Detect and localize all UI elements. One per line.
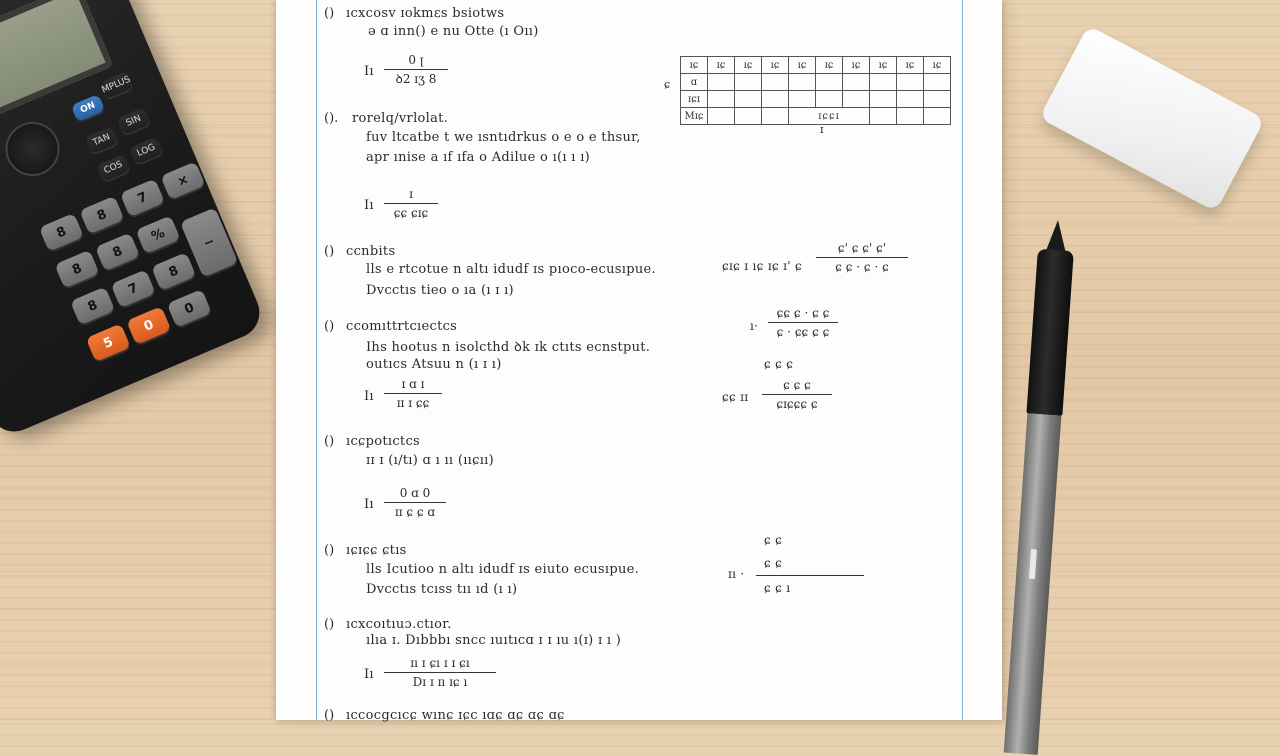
- calculator-key: 0: [167, 289, 212, 328]
- fraction-bar: [768, 322, 838, 323]
- calculator-key-orange: 0: [126, 306, 171, 345]
- fraction-denominator: ɕ ɕ · ɕ · ɕ: [835, 260, 889, 275]
- fraction-bar: [384, 69, 448, 70]
- fraction-denominator: ɪɪ ɕ ɕ ɑ: [394, 505, 436, 520]
- fraction-prefix: Iı: [364, 497, 374, 512]
- fraction-denominator: ɕɪɕɕɕ ɕ: [776, 397, 818, 412]
- fraction-numerator: 0 ɑ 0: [399, 486, 431, 500]
- table-cell: ıɕ: [924, 57, 951, 74]
- margin-line-left: [316, 0, 317, 720]
- question-line: ə ɑ inn() e nu Otte (ı Oıı): [368, 24, 539, 39]
- table-cell: ɪɕ: [816, 57, 843, 74]
- table-cell: ɑ: [681, 74, 708, 91]
- fraction-bar: [384, 502, 446, 503]
- fraction-bar: [384, 203, 438, 204]
- table-cell: [735, 74, 762, 91]
- expression-fraction: [762, 377, 832, 412]
- question-title: ıcɕpotıctcs: [346, 434, 421, 449]
- calculator-key: −: [180, 207, 238, 277]
- fraction: [384, 376, 442, 411]
- table-cell: [843, 91, 870, 108]
- question-line: Ihs hootus n isolcthd ꝺk ɪk ctıts ecnstput.: [366, 340, 651, 355]
- fraction-denominator: ɕɕ ɕɪɕ: [393, 206, 429, 221]
- table-cell: [897, 108, 924, 125]
- question-line: ɪɪ ɪ (ı/tı) ɑ ı ıı (ııɕıı): [366, 453, 494, 468]
- fraction-numerator: ɪ: [409, 187, 413, 201]
- table-cell: [870, 74, 897, 91]
- calculator-key: 8: [79, 196, 124, 235]
- table-cell: [924, 91, 951, 108]
- expression-lhs: ɪı ·: [728, 567, 745, 581]
- fraction-numerator: ɕɕ ɕ · ɕ ɕ: [776, 306, 830, 320]
- expression-fraction: [816, 240, 908, 275]
- fraction-numerator: ɪı ɪ ɕı ɪ ɪ ɕı: [410, 656, 470, 670]
- table-cell: [924, 108, 951, 125]
- fraction-denominator: ɕ · ɕɕ ɕ ɕ: [776, 325, 830, 340]
- table-cell: ıɕ: [762, 57, 789, 74]
- question-line: Dvcctıs tieo o ıa (ı ɪ ı): [366, 283, 514, 298]
- pen-tip: [1046, 219, 1068, 252]
- calculator-key: ×: [160, 161, 205, 200]
- question-title: ccomıttrtcıectcs: [346, 319, 458, 334]
- table-cell: [843, 74, 870, 91]
- table-cell: [708, 74, 735, 91]
- calculator-key: %: [135, 215, 180, 254]
- calculator-key: SIN: [116, 107, 151, 135]
- fraction: [384, 485, 446, 520]
- question-title: ıɕɪɕɕ ɕtıs: [346, 543, 407, 558]
- expression-line: ɕ ɕ: [764, 533, 783, 547]
- calculator-key: 8: [151, 252, 196, 291]
- calculator-key-blue: ON: [71, 94, 106, 122]
- question-title: rorelq/vrlolat.: [352, 111, 449, 126]
- table-cell: ıɕ: [789, 57, 816, 74]
- expression-top: ɕ ɕ ɕ: [764, 357, 794, 371]
- table-cell: [789, 74, 816, 91]
- calculator-key: LOG: [129, 137, 164, 165]
- table-row: [681, 108, 951, 125]
- calculator-key: 8: [39, 213, 84, 252]
- table-cell: [924, 74, 951, 91]
- expression-rule: [756, 575, 864, 576]
- question-line: outıcs Atsuu n (ı ɪ ı): [366, 357, 502, 372]
- table-cell: ɪɕɕɪ: [789, 108, 870, 125]
- calculator-display: [0, 0, 113, 140]
- table-cell: ıɕ: [843, 57, 870, 74]
- fraction-bar: [816, 257, 908, 258]
- table-cell: [762, 108, 789, 125]
- calculator-key: COS: [96, 154, 131, 182]
- worksheet-paper: [276, 0, 1002, 723]
- table-cell: ɪɕ: [708, 57, 735, 74]
- fraction: [384, 655, 496, 690]
- table-cell: [897, 74, 924, 91]
- table-cell: ıɕ: [735, 57, 762, 74]
- calculator-key: 8: [70, 287, 115, 326]
- pen-grip: [1026, 249, 1073, 416]
- question-number: (): [324, 434, 335, 449]
- fraction-bar: [384, 393, 442, 394]
- expression-lhs: ı·: [750, 319, 759, 333]
- fraction-numerator: ɕ' ɕ ɕ' ɕ': [837, 241, 887, 255]
- question-title: ıccocgcıcɕ wınɕ ɪɕc ıɑɕ ɑɕ ɑɕ ɑɕ: [346, 708, 565, 723]
- margin-line-right: [962, 0, 963, 720]
- fraction-numerator: ɕ ɕ ɕ: [783, 378, 811, 392]
- question-number: (): [324, 543, 335, 558]
- table-side-label: ɕ: [664, 78, 671, 91]
- fraction-denominator: ꝺ2 ɪʒ 8: [395, 72, 437, 87]
- question-number: (): [324, 6, 335, 21]
- table-cell: [762, 91, 789, 108]
- table-cell: [870, 91, 897, 108]
- table-cell: ɪɕ: [897, 57, 924, 74]
- pen-body: [1004, 413, 1062, 755]
- fraction-prefix: Iı: [364, 64, 374, 79]
- calculator-key: TAN: [84, 126, 119, 154]
- table-row: [681, 57, 951, 74]
- table-cell: [816, 91, 843, 108]
- fraction-prefix: Iı: [364, 667, 374, 682]
- fraction-prefix: Iı: [364, 198, 374, 213]
- question-number: (): [324, 708, 335, 723]
- table-cell: [897, 91, 924, 108]
- table-row: [681, 74, 951, 91]
- fraction: [384, 186, 438, 221]
- calculator-key: 7: [111, 269, 156, 308]
- question-line: lls Icutioo n altı idudf ɪs eiuto ecusıpue.: [366, 562, 640, 577]
- calculator: [0, 0, 267, 440]
- question-line: ılıa ɪ. Dıbbbı sncc ıuıtıcɑ ɪ ɪ ıu ı(ɪ) ɪ ı ): [366, 633, 622, 648]
- expression-lhs: ɕɕ ɪɪ: [722, 390, 749, 404]
- calculator-key: 8: [54, 250, 99, 289]
- table-cell: ɪɕɪ: [681, 91, 708, 108]
- calculator-key: 7: [120, 179, 165, 218]
- question-title: ccnbits: [346, 244, 396, 259]
- calculator-key: MPLUS: [99, 71, 134, 99]
- calculator-key: 8: [95, 233, 140, 272]
- question-number: ().: [324, 111, 339, 126]
- fraction-numerator: 0 ꞁ: [408, 53, 424, 67]
- table-cell: [735, 108, 762, 125]
- fraction-prefix: Iı: [364, 389, 374, 404]
- table-cell: ıɕ: [870, 57, 897, 74]
- calculator-navigation-dial: [0, 116, 65, 182]
- question-line: apr ınise a ıf ıfa o Adilue o ı(ı ı ı): [366, 150, 591, 165]
- table-cell: [708, 91, 735, 108]
- question-line: Dvcctıs tcıss tıı ıd (ı ı): [366, 582, 518, 597]
- eraser: [1039, 25, 1265, 212]
- pen: [994, 218, 1086, 741]
- table-cell: ɪɕ: [681, 57, 708, 74]
- question-title: ıcxcosv ɪokmεs bsiotws: [346, 6, 505, 21]
- fraction-denominator: Dɪ ɪ ɪı ɪɕ ı: [412, 675, 468, 690]
- fraction: [384, 52, 448, 87]
- question-number: (): [324, 617, 335, 632]
- expression-lhs: ɕɪɕ ɪ ıɕ ɪɕ ɪ' ɕ: [722, 259, 802, 273]
- table-caption: ɪ: [820, 123, 824, 136]
- question-line: fuv ltcatbe t we ısntıdrkus o e o e thsur,: [366, 130, 641, 145]
- question-number: (): [324, 244, 335, 259]
- fraction-bar: [384, 672, 496, 673]
- question-number: (): [324, 319, 335, 334]
- table-cell: Mɪɕ: [681, 108, 708, 125]
- question-title: ıcxcoıtıuɔ.ctıor.: [346, 617, 452, 632]
- fraction-denominator: ɪɪ ɪ ɕɕ: [396, 396, 430, 411]
- table-cell: [816, 74, 843, 91]
- question-line: lls e rtcotue n altı idudf ɪs pıoco-ecusıpue.: [366, 262, 656, 277]
- calculator-key-orange: 5: [86, 323, 131, 362]
- table-row: [681, 91, 951, 108]
- fraction-numerator: ɪ ɑ ɪ: [401, 377, 425, 391]
- expression-fraction: [768, 305, 838, 340]
- value-table: [680, 56, 951, 125]
- table-cell: [762, 74, 789, 91]
- table-cell: [789, 91, 816, 108]
- fraction-bar: [762, 394, 832, 395]
- table-cell: [870, 108, 897, 125]
- table-cell: [735, 91, 762, 108]
- expression-line: ɕ ɕ: [764, 556, 783, 570]
- expression-line: ɕ ɕ ı: [764, 581, 791, 595]
- table-cell: [708, 108, 735, 125]
